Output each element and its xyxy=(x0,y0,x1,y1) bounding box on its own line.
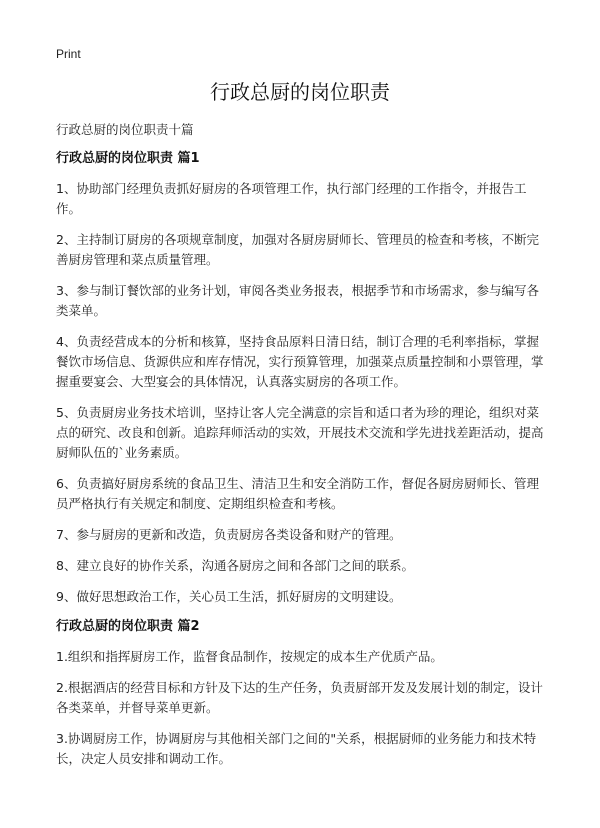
list-item: 1、协助部门经理负责抓好厨房的各项管理工作，执行部门经理的工作指令，并报告工作。 xyxy=(56,181,527,216)
list-item: 3、参与制订餐饮部的业务计划，审阅各类业务报表，根据季节和市场需求，参与编写各类菜单。 xyxy=(56,283,539,318)
page-title: 行政总厨的岗位职责 xyxy=(210,80,390,104)
section-heading: 行政总厨的岗位职责 篇2 xyxy=(56,619,200,634)
document-body xyxy=(56,150,546,780)
list-item: 5、负责厨房业务技术培训，坚持让客人完全满意的宗旨和适口者为珍的理论，组织对菜点的研究、改良和创新。追踪拜师活动的实效，开展技术交流和学先进找差距活动，提高厨师队伍的`业务素质。 xyxy=(56,405,544,460)
list-item: 8、建立良好的协作关系，沟通各厨房之间和各部门之间的联系。 xyxy=(56,558,414,573)
list-item: 7、参与厨房的更新和改造，负责厨房各类设备和财产的管理。 xyxy=(56,527,402,542)
section xyxy=(56,618,546,769)
list-item: 6、负责搞好厨房系统的食品卫生、清洁卫生和安全消防工作，督促各厨房厨师长、管理员严格执行有关规定和制度、定期组织检查和考核。 xyxy=(56,476,539,511)
print-label[interactable]: Print xyxy=(56,47,81,61)
list-item: 2.根据酒店的经营目标和方针及下达的生产任务，负责厨部开发及发展计划的制定，设计各类菜单，并督导菜单更新。 xyxy=(56,680,543,715)
list-item: 9、做好思想政治工作，关心员工生活，抓好厨房的文明建设。 xyxy=(56,589,402,604)
list-item: 1.组织和指挥厨房工作，监督食品制作，按规定的成本生产优质产品。 xyxy=(56,649,443,664)
section-heading: 行政总厨的岗位职责 篇1 xyxy=(56,151,200,166)
list-item: 2、主持制订厨房的各项规章制度，加强对各厨房厨师长、管理员的检查和考核，不断完善厨房管理和菜点质量管理。 xyxy=(56,232,539,267)
list-item: 4、负责经营成本的分析和核算，坚持食品原料日清日结，制订合理的毛利率指标，掌握餐饮市场信息、货源供应和库存情况，实行预算管理，加强菜点质量控制和小票管理，掌握重要宴会、大型宴会的具体情况，认真落实厨房的各项工作。 xyxy=(56,334,544,389)
list-item: 3.协调厨房工作，协调厨房与其他相关部门之间的"关系，根据厨师的业务能力和技术特长，决定人员安排和调动工作。 xyxy=(56,731,537,766)
section xyxy=(56,150,546,607)
document-subtitle: 行政总厨的岗位职责十篇 xyxy=(56,122,194,137)
